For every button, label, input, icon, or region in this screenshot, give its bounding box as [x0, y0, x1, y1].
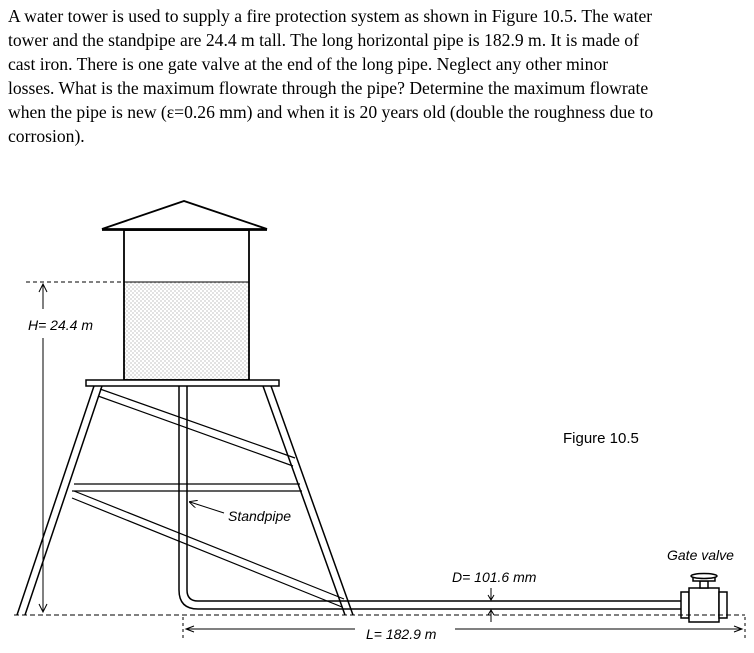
standpipe-arrow — [190, 502, 224, 513]
length-dimension — [183, 617, 745, 640]
pipe-system — [179, 386, 681, 609]
tower-platform — [86, 380, 279, 386]
diameter-label: D= 101.6 mm — [452, 569, 537, 585]
height-label: H= 24.4 m — [28, 317, 93, 333]
problem-line-6: corrosion). — [8, 126, 85, 146]
tower-roof — [102, 201, 267, 230]
length-label: L= 182.9 m — [366, 626, 437, 642]
water-tank — [124, 230, 249, 380]
gate-valve-label: Gate valve — [667, 547, 734, 563]
problem-line-1: A water tower is used to supply a fire protection system as shown in Figure 10.5. The water — [8, 6, 653, 26]
diameter-arrows — [488, 588, 494, 622]
problem-line-4: losses. What is the maximum flowrate through the pipe? Determine the maximum flowrate — [8, 78, 649, 98]
problem-line-5: when the pipe is new (ε=0.26 mm) and when it is 20 years old (double the roughness due to — [8, 102, 654, 122]
problem-line-2: tower and the standpipe are 24.4 m tall. The long horizontal pipe is 182.9 m. It is made of — [8, 30, 639, 50]
problem-line-3: cast iron. There is one gate valve at the end of the long pipe. Neglect any other minor — [8, 54, 609, 74]
standpipe-label: Standpipe — [228, 508, 292, 524]
tower-frame — [17, 386, 353, 615]
water-level — [124, 282, 249, 380]
figure-caption: Figure 10.5 — [563, 430, 639, 447]
